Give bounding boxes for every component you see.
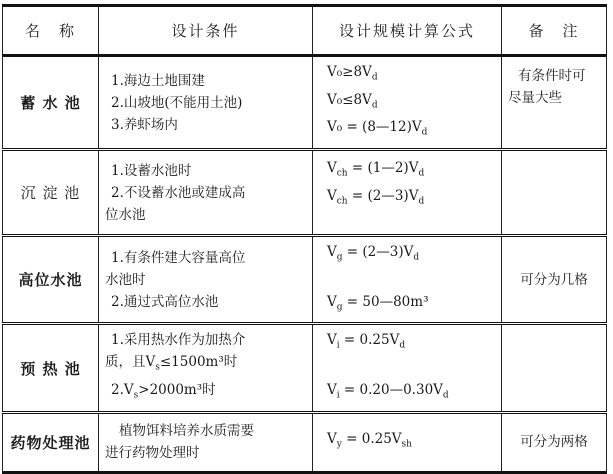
note-line: 有条件时可 xyxy=(518,68,586,84)
row-formulas xyxy=(313,412,502,472)
condition-line: 1.采用热水作为加热介 xyxy=(111,332,246,349)
row-note xyxy=(502,236,607,324)
formula-line: $V_i = 0.25V_d$ xyxy=(327,332,406,352)
table-row xyxy=(3,56,607,150)
table-row xyxy=(3,324,607,412)
formula-line: $V_g$ = 50—80m³ xyxy=(327,293,429,313)
condition-line: 1.有条件建大容量高位 xyxy=(111,249,246,266)
row-conditions xyxy=(99,324,313,412)
condition-line: 进行药物处理时 xyxy=(105,445,200,462)
row-formulas xyxy=(313,324,502,412)
condition-line: 1.海边土地围建 xyxy=(111,72,205,89)
note-line: 可分为几格 xyxy=(520,271,588,288)
row-name: 预 热 池 xyxy=(3,324,99,412)
condition-line: 2.不设蓄水池或建成高 xyxy=(111,184,246,201)
row-conditions xyxy=(99,150,313,236)
condition-line: $2.V_s>2000m^3$时 xyxy=(111,382,216,401)
row-note xyxy=(502,150,607,236)
condition-line: 位水池 xyxy=(105,206,146,223)
condition-line: 水池时 xyxy=(105,271,146,288)
header-name: 名 称 xyxy=(3,6,99,56)
header-note: 备 注 xyxy=(502,6,607,56)
row-name: 高位水池 xyxy=(3,236,99,324)
condition-line: 质，且$V_s\le 1500m^3$时 xyxy=(105,354,238,374)
formula-line: $V_0\le 8V_d$ xyxy=(327,91,378,111)
row-name: 蓄 水 池 xyxy=(3,56,99,150)
formula-line: $V_i$ = $0.20—0.30V_d$ xyxy=(327,382,449,401)
row-conditions xyxy=(99,412,313,472)
formula-line: $V_0 = (8—12)V_d$ xyxy=(327,119,428,139)
condition-line: 2.山坡地(不能用土池) xyxy=(111,94,243,111)
table-row xyxy=(3,150,607,236)
row-note xyxy=(502,56,607,150)
condition-line: 2.通过式高位水池 xyxy=(111,293,219,310)
condition-line: 1.设蓄水池时 xyxy=(111,162,192,179)
condition-line: 3.养虾场内 xyxy=(111,116,178,133)
row-name: 沉 淀 池 xyxy=(3,150,99,236)
formula-line: $V_y = 0.25V_{sh}$ xyxy=(327,431,412,451)
formula-line: $V_g$ = $(2—3)V_d$ xyxy=(327,244,420,263)
row-conditions xyxy=(99,236,313,324)
header-condition: 设计条件 xyxy=(99,6,313,56)
table-row xyxy=(3,412,607,472)
row-name: 药物处理池 xyxy=(3,412,99,472)
pond-design-table xyxy=(2,4,607,474)
note-line: 尽量大些 xyxy=(508,90,562,106)
row-formulas xyxy=(313,56,502,150)
row-conditions xyxy=(99,56,313,150)
formula-line: $V_0\ge 8V_d$ xyxy=(327,64,378,83)
table-header-row xyxy=(3,6,607,56)
header-formula: 设计规模计算公式 xyxy=(313,6,502,56)
row-formulas xyxy=(313,150,502,236)
note-line: 可分为两格 xyxy=(520,434,588,451)
formula-line: $V_{ch}$ = $(1—2)V_d$ xyxy=(327,160,425,179)
design-table-container xyxy=(2,4,606,474)
row-note xyxy=(502,412,607,472)
row-note xyxy=(502,324,607,412)
condition-line: 植物饵料培养水质需要 xyxy=(119,423,254,440)
row-formulas xyxy=(313,236,502,324)
table-row xyxy=(3,236,607,324)
formula-line: $V_{ch}$ = $(2—3)V_d$ xyxy=(327,187,425,207)
